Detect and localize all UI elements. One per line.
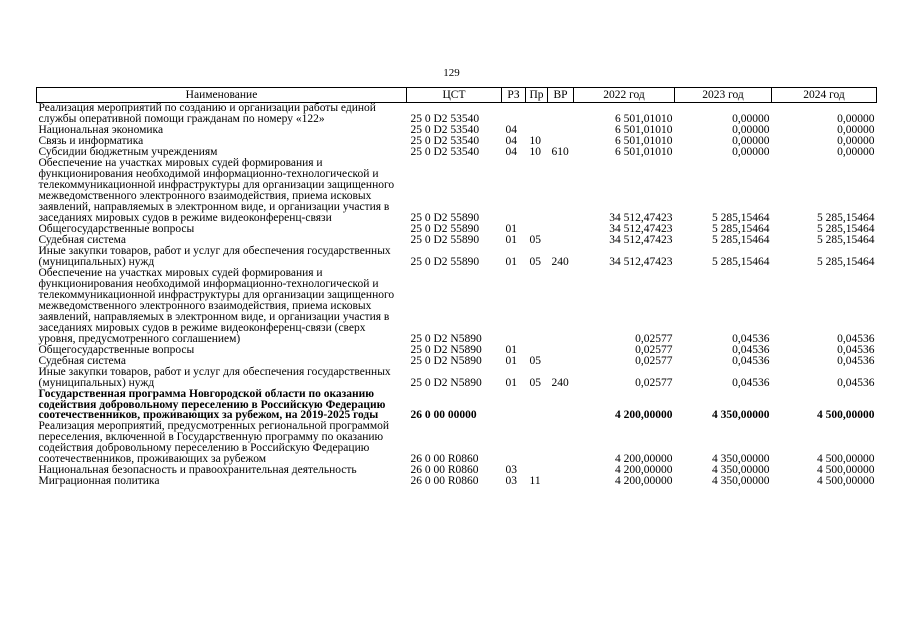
cell-name: Реализация мероприятий, предусмотренных региональной программой переселения, включенной в Государственную программу по оказанию содействия добровольному переселению в Российскую Федерацию соотечественников, проживающих за рубежом (38, 419, 390, 465)
cell-2023: 0,00000 (732, 124, 770, 136)
header-name: Наименование (37, 88, 407, 103)
cell-name: Субсидии бюджетным учреждениям (38, 146, 218, 158)
cell-vr: 240 (551, 377, 569, 389)
table-row (37, 268, 877, 345)
header-2024: 2024 год (772, 88, 877, 103)
cell-vr (548, 421, 574, 465)
header-vr: ВР (548, 88, 574, 103)
cell-pr: 05 (529, 234, 541, 246)
header-rz: РЗ (502, 88, 526, 103)
cell-2023: 4 350,00000 (712, 474, 770, 487)
cell-cst: 25 0 D2 53540 (410, 124, 480, 136)
cell-2023: 0,00000 (732, 113, 770, 125)
cell-name: Миграционная политика (38, 474, 160, 487)
cell-2024: 4 500,00000 (817, 408, 875, 421)
cell-2022: 6 501,01010 (615, 135, 673, 147)
cell-vr (548, 476, 574, 487)
cell-vr (548, 158, 574, 224)
cell-vr (548, 389, 574, 421)
cell-name: Государственная программа Новгородской области по оказанию содействия добровольному переселению в Российскую Федерацию соотечественников, проживающих за рубежом, на 2019-2025 годы (38, 388, 386, 421)
cell-rz (502, 389, 526, 421)
cell-2022: 34 512,47423 (609, 256, 673, 268)
cell-2024: 4 500,00000 (817, 474, 875, 487)
cell-pr (526, 103, 548, 126)
cell-cst: 25 0 D2 55890 (410, 212, 480, 224)
cell-2024: 0,00000 (837, 113, 875, 125)
cell-2023: 4 350,00000 (712, 408, 770, 421)
cell-2024: 0,04536 (837, 344, 875, 356)
table-row (37, 158, 877, 224)
cell-2023: 5 285,15464 (712, 212, 770, 224)
cell-2024: 5 285,15464 (817, 223, 875, 235)
cell-rz: 01 (505, 256, 517, 268)
cell-2023: 5 285,15464 (712, 223, 770, 235)
cell-name: Судебная система (38, 355, 126, 367)
cell-vr (548, 345, 574, 356)
cell-2024: 0,04536 (837, 355, 875, 367)
cell-rz (502, 158, 526, 224)
cell-2022: 4 200,00000 (615, 408, 673, 421)
cell-name: Национальная безопасность и правоохранительная деятельность (38, 463, 357, 476)
cell-2023: 0,04536 (732, 344, 770, 356)
header-pr: Пр (526, 88, 548, 103)
cell-cst: 25 0 D2 55890 (410, 256, 480, 268)
cell-2024: 0,00000 (837, 146, 875, 158)
cell-2024: 0,00000 (837, 124, 875, 136)
cell-vr (548, 103, 574, 126)
cell-name: Иные закупки товаров, работ и услуг для обеспечения государственных (муниципальных) нужд (38, 245, 391, 268)
cell-2022: 4 200,00000 (615, 474, 673, 487)
cell-pr: 10 (529, 135, 541, 147)
cell-2023: 5 285,15464 (712, 234, 770, 246)
cell-vr (548, 125, 574, 136)
cell-2023: 5 285,15464 (712, 256, 770, 268)
cell-cst: 25 0 D2 53540 (410, 135, 480, 147)
cell-rz: 03 (505, 474, 517, 487)
cell-2023: 0,04536 (732, 377, 770, 389)
cell-vr (548, 235, 574, 246)
cell-name: Обеспечение на участках мировых судей формирования и функционирования необходимой информационно-технологической и телекоммуникационной инфраструктуры для организации защищенного межведомственного электронного взаимодействия, приема исковых заявлений, направляемых в электронном виде, и организации участия в заседаниях мировых судов в режиме видеоконференц-связи (сверх уровня, предусмотренного соглашением) (38, 267, 395, 345)
cell-2023: 0,04536 (732, 333, 770, 345)
cell-name: Судебная система (38, 234, 126, 246)
cell-vr: 610 (551, 146, 569, 158)
table-body (37, 103, 877, 487)
cell-vr (548, 356, 574, 367)
cell-2024: 0,04536 (837, 377, 875, 389)
cell-2022: 4 200,00000 (615, 452, 673, 465)
cell-pr: 11 (529, 474, 541, 487)
cell-2023: 0,00000 (732, 135, 770, 147)
cell-2024: 5 285,15464 (817, 256, 875, 268)
table-row (37, 246, 877, 268)
cell-name: Общегосударственные вопросы (38, 223, 195, 235)
cell-rz: 01 (505, 344, 517, 356)
cell-cst: 26 0 00 R0860 (410, 463, 479, 476)
cell-rz: 04 (505, 146, 517, 158)
cell-pr: 05 (529, 377, 541, 389)
cell-cst: 25 0 D2 N5890 (410, 377, 482, 389)
cell-vr (548, 224, 574, 235)
cell-2024: 4 500,00000 (817, 463, 875, 476)
cell-2023: 0,04536 (732, 355, 770, 367)
cell-2023: 4 350,00000 (712, 463, 770, 476)
cell-cst: 25 0 D2 N5890 (410, 333, 482, 345)
cell-pr (526, 465, 548, 476)
cell-rz: 01 (505, 355, 517, 367)
cell-2022: 0,02577 (635, 355, 673, 367)
cell-name: Иные закупки товаров, работ и услуг для обеспечения государственных (муниципальных) нужд (38, 366, 391, 389)
header-2022: 2022 год (574, 88, 675, 103)
table-row (37, 389, 877, 421)
cell-pr: 10 (529, 146, 541, 158)
cell-2022: 34 512,47423 (609, 212, 673, 224)
cell-pr (526, 389, 548, 421)
cell-pr: 05 (529, 355, 541, 367)
cell-2023: 0,00000 (732, 146, 770, 158)
cell-2023: 4 350,00000 (712, 452, 770, 465)
cell-vr: 240 (551, 256, 569, 268)
cell-name: Связь и информатика (38, 135, 144, 147)
table-row (37, 476, 877, 487)
cell-cst: 25 0 D2 53540 (410, 146, 480, 158)
cell-rz: 04 (505, 135, 517, 147)
cell-2022: 4 200,00000 (615, 463, 673, 476)
cell-2022: 34 512,47423 (609, 234, 673, 246)
cell-2024: 5 285,15464 (817, 234, 875, 246)
cell-cst: 25 0 D2 55890 (410, 223, 480, 235)
cell-name: Реализация мероприятий по созданию и организации работы единой службы оперативной помощи гражданам по номеру «122» (38, 102, 376, 125)
cell-2022: 0,02577 (635, 344, 673, 356)
cell-rz (502, 103, 526, 126)
cell-2022: 0,02577 (635, 333, 673, 345)
cell-name: Обеспечение на участках мировых судей формирования и функционирования необходимой информационно-технологической и телекоммуникационной инфраструктуры для организации защищенного межведомственного электронного взаимодействия, приема исковых заявлений, направляемых в электронном виде, и организации участия в заседаниях мировых судов в режиме видеоконференц-связи (38, 157, 395, 224)
cell-cst: 25 0 D2 N5890 (410, 344, 482, 356)
header-cst: ЦСТ (407, 88, 502, 103)
cell-pr: 05 (529, 256, 541, 268)
cell-2024: 0,04536 (837, 333, 875, 345)
budget-table (36, 87, 877, 487)
cell-pr (526, 421, 548, 465)
cell-cst: 26 0 00 00000 (410, 408, 477, 421)
table-row (37, 367, 877, 389)
page-number: 129 (443, 67, 460, 79)
cell-rz: 03 (505, 463, 517, 476)
cell-2024: 5 285,15464 (817, 212, 875, 224)
cell-rz: 01 (505, 234, 517, 246)
cell-rz: 04 (505, 124, 517, 136)
cell-pr (526, 158, 548, 224)
cell-2022: 34 512,47423 (609, 223, 673, 235)
cell-rz (502, 421, 526, 465)
cell-2022: 6 501,01010 (615, 124, 673, 136)
cell-rz: 01 (505, 377, 517, 389)
cell-2022: 6 501,01010 (615, 113, 673, 125)
header-2023: 2023 год (675, 88, 772, 103)
cell-cst: 25 0 D2 53540 (410, 113, 480, 125)
cell-cst: 25 0 D2 N5890 (410, 355, 482, 367)
table-header-row (37, 88, 877, 103)
cell-name: Национальная экономика (38, 124, 164, 136)
cell-rz: 01 (505, 223, 517, 235)
cell-2024: 4 500,00000 (817, 452, 875, 465)
table-row (37, 103, 877, 126)
table-row (37, 465, 877, 476)
cell-cst: 26 0 00 R0860 (410, 474, 479, 487)
cell-rz (502, 268, 526, 345)
cell-pr (526, 268, 548, 345)
cell-vr (548, 268, 574, 345)
cell-cst: 26 0 00 R0860 (410, 452, 479, 465)
cell-vr (548, 465, 574, 476)
cell-2024: 0,00000 (837, 135, 875, 147)
cell-name: Общегосударственные вопросы (38, 344, 195, 356)
cell-2022: 6 501,01010 (615, 146, 673, 158)
table-row (37, 421, 877, 465)
cell-2022: 0,02577 (635, 377, 673, 389)
cell-cst: 25 0 D2 55890 (410, 234, 480, 246)
